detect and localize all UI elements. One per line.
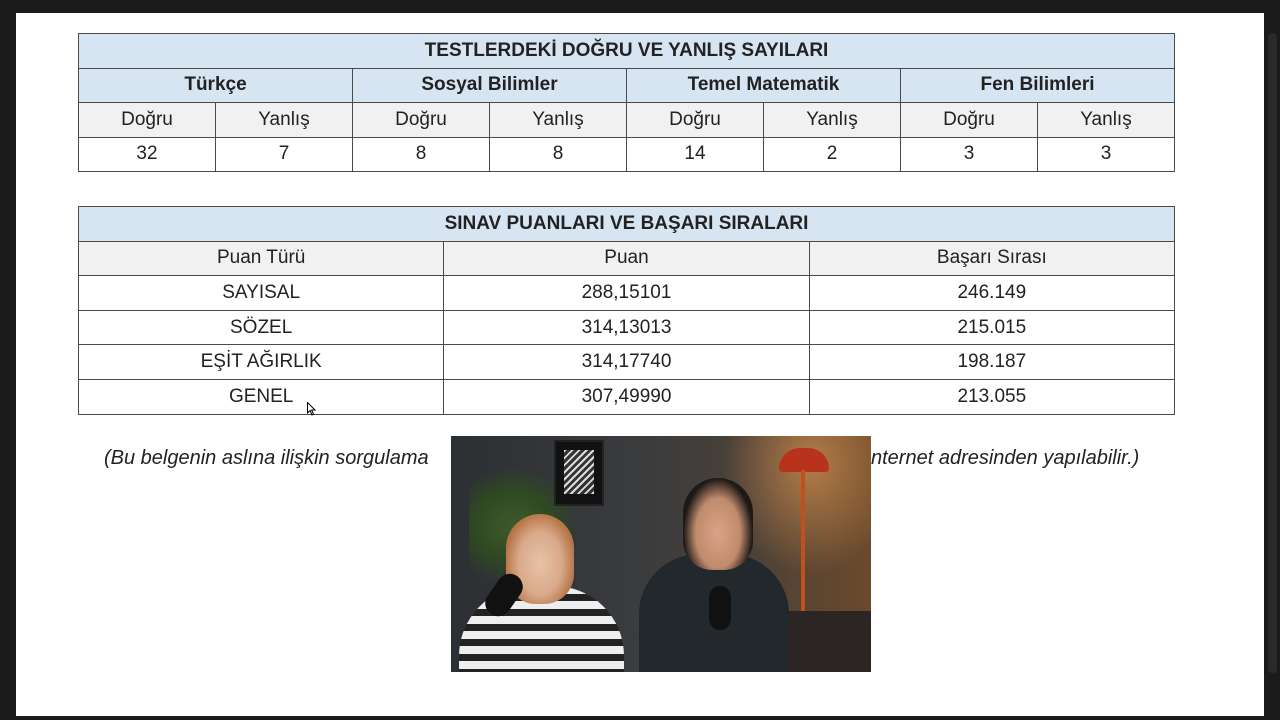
score-cell: 307,49990 — [444, 379, 809, 414]
value-cell: 3 — [901, 137, 1038, 172]
header-score: Puan — [444, 241, 809, 276]
desk-image — [781, 611, 871, 672]
subject-turkce: Türkçe — [79, 68, 353, 103]
value-cell: 8 — [353, 137, 490, 172]
table-row — [79, 276, 1175, 311]
table-row — [79, 310, 1175, 345]
rank-cell: 215.015 — [809, 310, 1174, 345]
value-cell: 32 — [79, 137, 216, 172]
value-cell: 3 — [1038, 137, 1175, 172]
ranking-title: SINAV PUANLARI VE BAŞARI SIRALARI — [79, 207, 1175, 242]
header-rank: Başarı Sırası — [809, 241, 1174, 276]
verification-note-right: nternet adresinden yapılabilir.) — [871, 447, 1140, 469]
value-cell: 7 — [216, 137, 353, 172]
header-score-type: Puan Türü — [79, 241, 444, 276]
ranking-table — [78, 206, 1175, 415]
value-cell: 2 — [764, 137, 901, 172]
rank-cell: 213.055 — [809, 379, 1174, 414]
subject-fen: Fen Bilimleri — [901, 68, 1175, 103]
rank-cell: 246.149 — [809, 276, 1174, 311]
correct-header: Doğru — [627, 103, 764, 138]
subject-sosyal: Sosyal Bilimler — [353, 68, 627, 103]
rank-cell: 198.187 — [809, 345, 1174, 380]
verification-note-left: (Bu belgenin aslına ilişkin sorgulama — [104, 447, 429, 469]
table-row — [79, 379, 1175, 414]
score-type-cell: SAYISAL — [79, 276, 444, 311]
test-results-title: TESTLERDEKİ DOĞRU VE YANLIŞ SAYILARI — [79, 34, 1175, 69]
subject-matematik: Temel Matematik — [627, 68, 901, 103]
score-type-cell: EŞİT AĞIRLIK — [79, 345, 444, 380]
score-cell: 314,13013 — [444, 310, 809, 345]
wall-frame-image — [554, 440, 604, 506]
correct-header: Doğru — [79, 103, 216, 138]
value-cell: 14 — [627, 137, 764, 172]
value-cell: 8 — [490, 137, 627, 172]
mouse-cursor-icon — [307, 402, 316, 416]
lamp-pole — [801, 470, 805, 620]
table-row — [79, 345, 1175, 380]
wrong-header: Yanlış — [764, 103, 901, 138]
score-cell: 314,17740 — [444, 345, 809, 380]
scrollbar[interactable] — [1264, 13, 1280, 716]
score-cell: 288,15101 — [444, 276, 809, 311]
wrong-header: Yanlış — [490, 103, 627, 138]
scrollbar-thumb[interactable] — [1268, 33, 1277, 673]
microphone-icon — [709, 586, 731, 630]
wrong-header: Yanlış — [216, 103, 353, 138]
score-type-cell: GENEL — [79, 379, 444, 414]
wrong-header: Yanlış — [1038, 103, 1175, 138]
score-type-cell: SÖZEL — [79, 310, 444, 345]
correct-header: Doğru — [353, 103, 490, 138]
test-results-table — [78, 33, 1175, 172]
webcam-overlay — [451, 436, 871, 672]
correct-header: Doğru — [901, 103, 1038, 138]
person-right-head — [683, 478, 753, 570]
